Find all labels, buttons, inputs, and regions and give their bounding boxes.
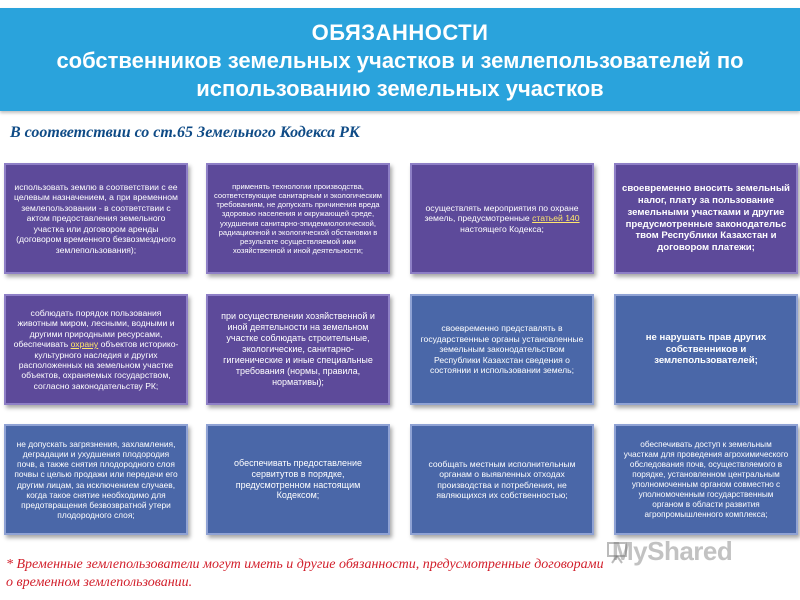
duty-text: не нарушать прав других собственников и землепользователей; (645, 331, 767, 367)
protection-link[interactable]: охрану (70, 339, 99, 350)
top-strip (0, 0, 800, 8)
duty-text: своевременно представлять в государственные органы установленные земельным законодательством Республики Казахстан сведения о состоянии и использовании земель; (420, 323, 584, 376)
duty-text: обеспечивать предоставление сервитутов в порядке, предусмотренном настоящим Кодексом; (234, 457, 362, 501)
duty-card-land-tax (614, 163, 798, 274)
duty-text (418, 203, 586, 234)
duty-card-soil-fertility (4, 424, 188, 535)
duty-text: применять технологии производства, соответствующие санитарным и экологическим требованиям, не допускать причинения вреда здоровью населения и окружающей среде, ухудшения санитарно-эпидемиологической, радиационной и экологической обстановки в результате осуществляемой ими хозяйственной и иной деятельности; (214, 181, 382, 256)
duty-card-waste-report (410, 424, 594, 535)
duty-text-pre: осуществлять мероприятия по охране земель, предусмотренные (424, 202, 579, 224)
duty-card-land-protection (410, 163, 594, 274)
duty-text: при осуществлении хозяйственной и иной деятельности на земельном участке соблюдать строительные, экологические, санитарно-гигиенические и иные специальные требования (нормы, правила, нормативы); (221, 311, 375, 387)
duty-card-respect-rights (614, 294, 798, 405)
subtitle-legal-reference: В соответствии со ст.65 Земельного Кодекса РК (10, 124, 360, 141)
article-140-link[interactable]: статьей 140 (532, 213, 580, 224)
title-banner (0, 8, 800, 111)
duty-text: обеспечивать доступ к земельным участкам для проведения агрохимического обследования почв, осуществляемого в порядке, установленном центральным уполномоченным органом совместно с уполномоченным государственным органом в области развития агропромышленного комплекса; (623, 439, 789, 519)
footnote-line-2: о временном землепользовании. (6, 574, 193, 590)
duty-card-target-use (4, 163, 188, 274)
duty-text: сообщать местным исполнительным органам о выявленных отходах производства и потребления, не являющихся их собственностью; (428, 458, 576, 500)
footnote-line-1: * Временные землепользователи могут иметь и другие обязанности, предусмотренные договорами (6, 557, 604, 572)
duty-text (12, 308, 180, 392)
title-line-3: использованию земельных участков (196, 76, 604, 101)
duty-card-report-land-info (410, 294, 594, 405)
duty-card-production-technology (206, 163, 390, 274)
duty-text: не допускать загрязнения, захламления, деградации и ухудшения плодородия почв, а также снятия плодородного слоя почвы с целью продажи или передачи его другим лицам, за исключением случаев, когда такое снятие необходимо для предотвращения безвозвратной утери плодородного слоя; (14, 438, 178, 521)
duty-text: использовать землю в соответствии с ее целевым назначением, а при временном землепользовании - в соответствии с актом предоставления земельного участка или договором аренды (договором временного безвозмездного землепользования); (14, 181, 178, 255)
title-line-2: собственников земельных участков и землепользователей по (56, 48, 744, 73)
duty-card-servitudes (206, 424, 390, 535)
footnote (6, 556, 786, 591)
duty-text: своевременно вносить земельный налог, плату за пользование земельными участками и другие предусмотренные законодательс твом Республики Казахстан и договором платежи; (622, 183, 790, 253)
title-line-1: ОБЯЗАННОСТИ (311, 20, 489, 45)
duty-text-pre: соблюдать порядок пользования животным миром, лесными, водными и другими природными ресурсами, обеспечивать (13, 307, 175, 350)
watermark-logo: MyShared (612, 536, 733, 566)
duty-text-post: объектов историко-культурного наследия и других расположенных на земельном участке объектов, охраняемых государством, согласно законодательству РК; (18, 339, 179, 391)
duty-card-natural-resources (4, 294, 188, 405)
duty-text-post: настоящего Кодекса; (460, 223, 544, 234)
duty-card-agrochemical-access (614, 424, 798, 535)
duty-card-special-requirements (206, 294, 390, 405)
